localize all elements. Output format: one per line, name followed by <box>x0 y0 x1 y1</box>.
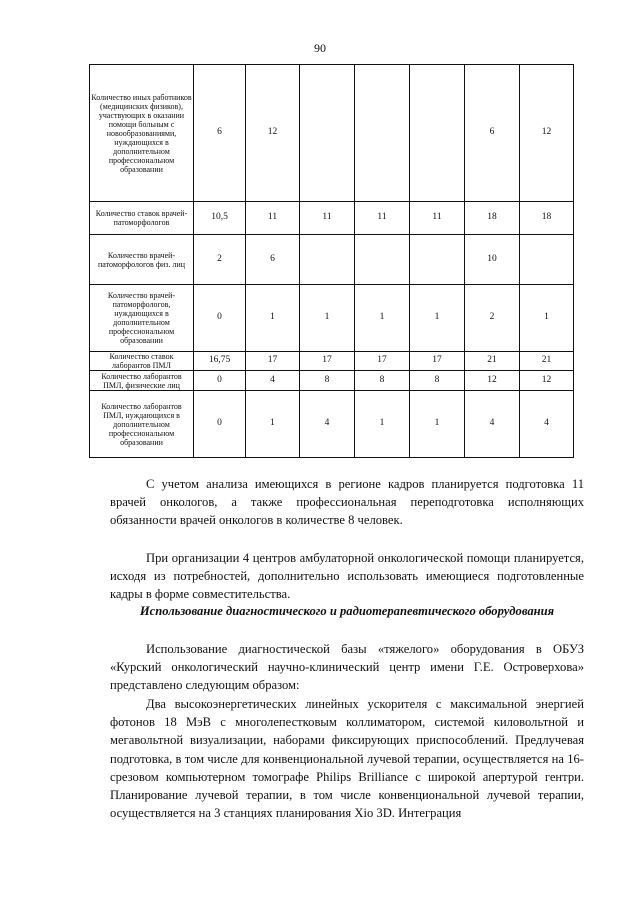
page-number: 90 <box>314 41 326 55</box>
table-cell: 12 <box>465 371 520 391</box>
table-cell <box>300 65 355 202</box>
paragraph-accelerators: Два высокоэнергетических линейных ускорителя с максимальной энергией фотонов 18 МэВ с многолепестковым коллиматором, системой киловольтной и мегавольтной визуализации, наборами фиксирующих приспособлений. Предлучевая подготовка, в том числе для конвенциональной лучевой терапии, осуществляется на 16-срезовом компьютерном томографе Philips Brilliance с широкой апертурой гентри. Планирование лучевой терапии, в том числе конвенциональной лучевой терапии, осуществляется на 3 станциях планирования Xio 3D. Интеграция <box>110 697 584 821</box>
table-cell: 8 <box>300 371 355 391</box>
table-cell: 1 <box>300 285 355 352</box>
section-heading: Использование диагностического и радиотерапевтического оборудования <box>139 604 555 618</box>
staffing-table <box>89 64 574 458</box>
table-cell: 0 <box>194 371 246 391</box>
table-cell: 1 <box>246 285 300 352</box>
table-cell: 18 <box>465 202 520 235</box>
table-cell: 1 <box>246 391 300 458</box>
table-cell: 2 <box>465 285 520 352</box>
table-cell: 11 <box>355 202 410 235</box>
table-row <box>90 65 574 202</box>
table-cell: 11 <box>410 202 465 235</box>
paragraph-diagnostic-base: Использование диагностической базы «тяжелого» оборудования в ОБУЗ «Курский онкологический научно-клинический центр имени Г.Е. Островерхова» представлено следующим образом: <box>110 642 584 693</box>
table-cell: 1 <box>410 285 465 352</box>
table-cell: 4 <box>520 391 574 458</box>
table-cell: 0 <box>194 285 246 352</box>
row-label: Количество ставок лаборантов ПМЛ <box>90 352 194 371</box>
paragraph-block-3 <box>110 640 584 695</box>
table-cell: 16,75 <box>194 352 246 371</box>
table-cell: 18 <box>520 202 574 235</box>
table-cell: 10,5 <box>194 202 246 235</box>
table-cell: 4 <box>246 371 300 391</box>
table-cell: 6 <box>465 65 520 202</box>
table-row <box>90 285 574 352</box>
table-cell: 1 <box>520 285 574 352</box>
table-cell: 12 <box>246 65 300 202</box>
table-cell: 8 <box>355 371 410 391</box>
table-cell: 10 <box>465 235 520 285</box>
table-cell: 8 <box>410 371 465 391</box>
table-cell: 12 <box>520 65 574 202</box>
table-cell: 12 <box>520 371 574 391</box>
table-cell: 21 <box>520 352 574 371</box>
table-cell <box>410 65 465 202</box>
table-row <box>90 352 574 371</box>
table-cell <box>355 65 410 202</box>
table-cell: 17 <box>355 352 410 371</box>
table-cell: 17 <box>300 352 355 371</box>
table-cell <box>410 235 465 285</box>
table-cell: 1 <box>355 391 410 458</box>
table-cell: 11 <box>246 202 300 235</box>
table-cell: 6 <box>246 235 300 285</box>
row-label: Количество врачей-патоморфологов физ. лиц <box>90 235 194 285</box>
table-cell: 17 <box>246 352 300 371</box>
table-cell: 0 <box>194 391 246 458</box>
table-cell: 1 <box>410 391 465 458</box>
table-cell: 21 <box>465 352 520 371</box>
table-cell: 17 <box>410 352 465 371</box>
row-label: Количество врачей-патоморфологов, нуждающихся в дополнительном профессиональном образовании <box>90 285 194 352</box>
table-cell: 1 <box>355 285 410 352</box>
table-row <box>90 202 574 235</box>
table-cell: 2 <box>194 235 246 285</box>
paragraph-staff-training: С учетом анализа имеющихся в регионе кадров планируется подготовка 11 врачей онкологов, а также профессиональная переподготовка исполняющих обязанности врачей онкологов в количестве 8 человек. <box>110 477 584 528</box>
table-cell: 4 <box>300 391 355 458</box>
table-row <box>90 235 574 285</box>
paragraph-block-4 <box>110 695 584 822</box>
table-cell <box>355 235 410 285</box>
row-label: Количество иных работников (медицинских физиков), участвующих в оказании помощи больным с новообразованиями, нуждающихся в дополнительном профессиональном образовании <box>90 65 194 202</box>
table-cell <box>520 235 574 285</box>
paragraph-block-1 <box>110 475 584 530</box>
row-label: Количество лаборантов ПМЛ, нуждающихся в дополнительном профессиональном образовании <box>90 391 194 458</box>
row-label: Количество ставок врачей-патоморфологов <box>90 202 194 235</box>
table-cell: 4 <box>465 391 520 458</box>
table-row <box>90 371 574 391</box>
paragraph-block-2 <box>110 549 584 604</box>
table-cell <box>300 235 355 285</box>
table-row <box>90 391 574 458</box>
row-label: Количество лаборантов ПМЛ, физические лиц <box>90 371 194 391</box>
table-cell: 6 <box>194 65 246 202</box>
table-cell: 11 <box>300 202 355 235</box>
paragraph-outpatient-centers: При организации 4 центров амбулаторной онкологической помощи планируется, исходя из потребностей, дополнительно использовать имеющиеся подготовленные кадры в форме совместительства. <box>110 551 584 602</box>
